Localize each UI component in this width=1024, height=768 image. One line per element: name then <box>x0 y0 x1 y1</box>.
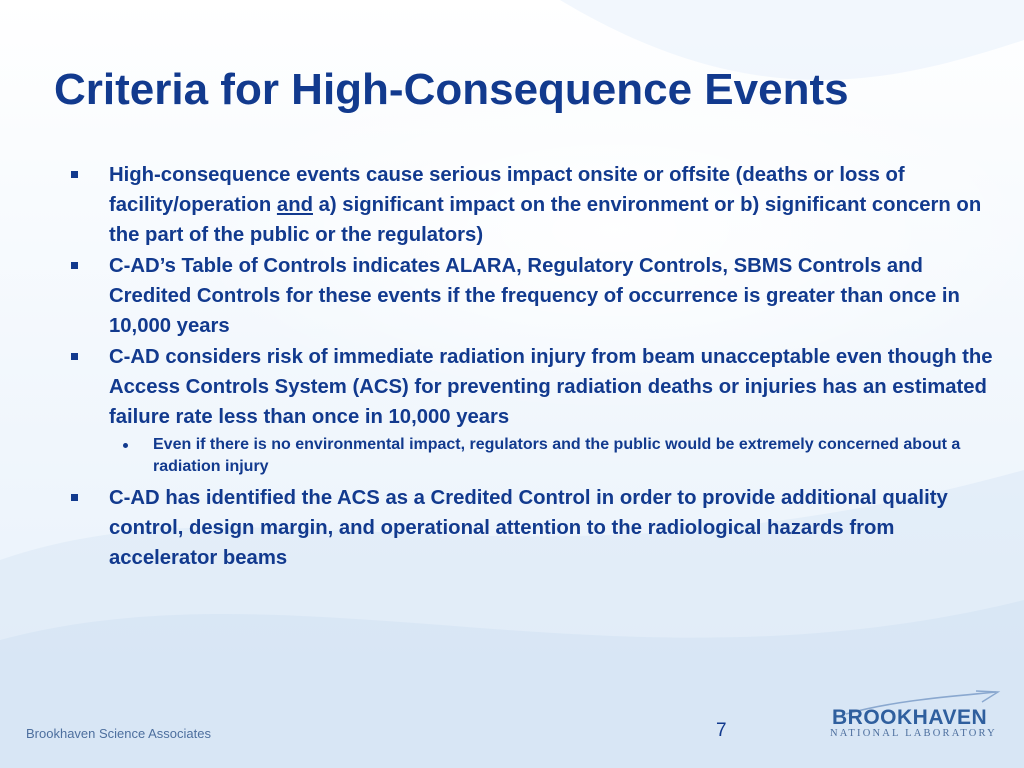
bullet-item-2 <box>70 251 1000 341</box>
logo-sub-text: NATIONAL LABORATORY <box>830 728 997 739</box>
bullet-1-text-after: a) significant impact on the environment or b) significant concern on the part of the public or the regulators) <box>109 194 982 246</box>
footer-organization: Brookhaven Science Associates <box>26 726 211 741</box>
square-bullet-icon <box>71 171 78 178</box>
slide-title: Criteria for High-Consequence Events <box>54 65 849 114</box>
bullet-1-text-before: High-consequence events cause serious impact onsite or offsite (deaths or loss of facility/operation <box>109 164 905 216</box>
square-bullet-icon <box>71 494 78 501</box>
page-number: 7 <box>716 720 727 741</box>
round-bullet-icon <box>123 443 128 448</box>
bullet-list <box>70 160 1000 574</box>
bullet-1-underlined-word: and <box>276 194 313 216</box>
bullet-3-text: C-AD considers risk of immediate radiation injury from beam unacceptable even though the Access Controls System (ACS) for preventing radiation deaths or injuries has an estimated failure rate less than once in 10,000 years <box>109 346 993 428</box>
brookhaven-logo <box>826 690 1004 750</box>
sub-bullet-item-1 <box>109 434 1000 478</box>
bullet-item-3 <box>70 342 1000 478</box>
bullet-item-1 <box>70 160 1000 250</box>
sub-bullet-1-text: Even if there is no environmental impact, regulators and the public would be extremely concerned about a radiation injury <box>153 436 961 475</box>
square-bullet-icon <box>71 262 78 269</box>
bullet-4-text: C-AD has identified the ACS as a Credited Control in order to provide additional quality control, design margin, and operational attention to the radiological hazards from accelerator beams <box>109 487 948 569</box>
square-bullet-icon <box>71 353 78 360</box>
sub-bullet-list <box>109 434 1000 478</box>
bullet-item-4 <box>70 483 1000 573</box>
logo-main-text: BROOKHAVEN <box>832 706 988 729</box>
bullet-2-text: C-AD’s Table of Controls indicates ALARA, Regulatory Controls, SBMS Controls and Credited Controls for these events if the frequency of occurrence is greater than once in 10,000 years <box>109 255 960 337</box>
